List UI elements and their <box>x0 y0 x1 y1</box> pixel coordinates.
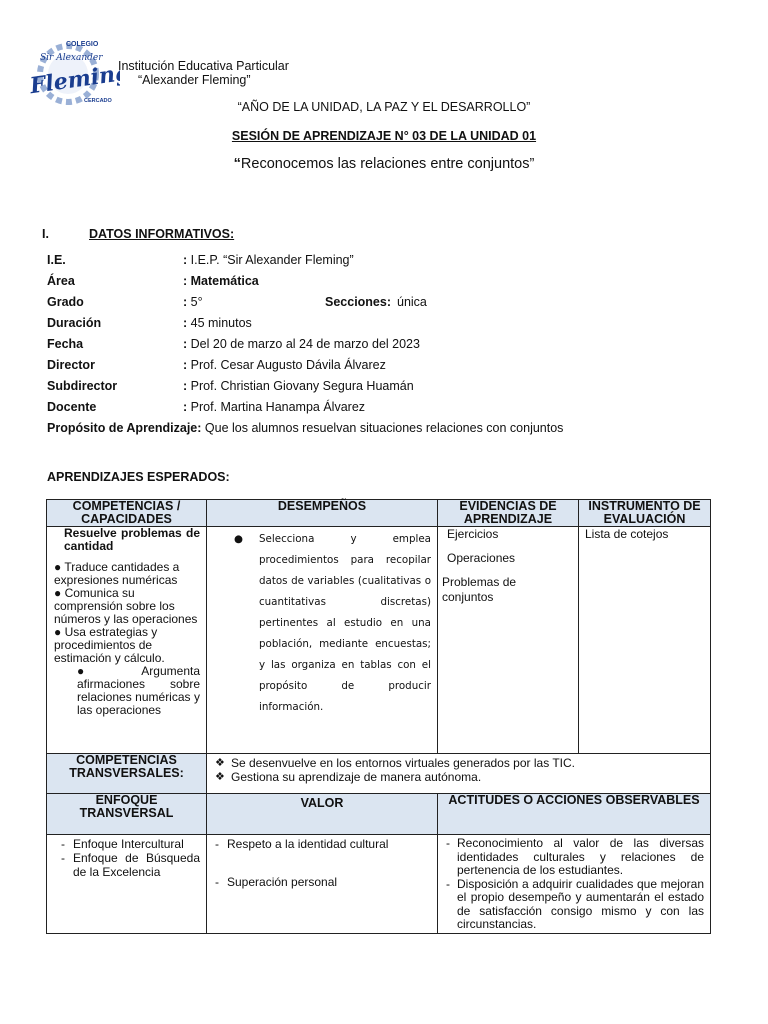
section-number: I. <box>42 227 49 241</box>
list-item: ● Usa estrategias y procedimientos de estimación y cálculo. <box>54 625 165 665</box>
table-header-row <box>47 500 711 527</box>
header-valor: VALOR <box>207 794 438 835</box>
desempeno-text: Selecciona y emplea procedimientos para recopilar datos de variables (cualitativas o cuantitativas discretas) pertinentes al estudio en una población, mediante encuestas; y las organiza en tablas con el propósito de producir información. <box>259 533 431 713</box>
bullet-icon: ● <box>54 625 62 639</box>
info-label: Fecha <box>47 337 84 351</box>
info-label: I.E. <box>47 253 66 267</box>
institution-line1: Institución Educativa Particular <box>118 59 289 73</box>
actitudes-cell <box>438 835 711 934</box>
secciones-label: Secciones: <box>325 295 392 309</box>
school-logo <box>28 38 120 106</box>
list-item: ❖ Se desenvuelve en los entornos virtuales generados por las TIC. <box>215 756 575 770</box>
list-item: - Superación personal <box>215 875 338 889</box>
section-title: DATOS INFORMATIVOS: <box>89 227 235 241</box>
instrumento-text: Lista de cotejos <box>585 527 669 541</box>
topic-open-quote: “ <box>233 156 241 172</box>
list-item: - Enfoque Intercultural <box>61 837 184 851</box>
evidencias-cell <box>438 527 579 754</box>
header-instrumento: INSTRUMENTO DE EVALUACIÓN <box>579 500 711 527</box>
list-item: - Disposición a adquirir cualidades que mejoran el propio desempeño y aumentarán el estado de satisfacción consigo mismo y con las circunstancias. <box>446 876 704 931</box>
svg-text:CERCADO: CERCADO <box>84 98 112 104</box>
transversal-label: COMPETENCIAS TRANSVERSALES: <box>47 754 207 794</box>
header-enfoque: ENFOQUE TRANSVERSAL <box>47 794 207 835</box>
info-label: Director <box>47 358 95 372</box>
info-value: : Matemática <box>183 274 259 288</box>
purpose-value: Que los alumnos resuelvan situaciones relaciones con conjuntos <box>201 421 564 435</box>
session-title: SESIÓN DE APRENDIZAJE N° 03 DE LA UNIDAD 01 <box>231 129 537 143</box>
info-label: Duración <box>47 316 102 330</box>
bullet-icon: ● <box>234 533 243 545</box>
list-item: - Respeto a la identidad cultural <box>215 837 389 851</box>
header-actitudes: ACTITUDES O ACCIONES OBSERVABLES <box>438 794 711 835</box>
info-label: Área <box>47 274 75 288</box>
header-evidencias: EVIDENCIAS DE APRENDIZAJE <box>438 500 579 527</box>
enfoques-cell <box>47 835 207 934</box>
evidencia-item: Problemas de conjuntos <box>442 575 517 604</box>
competencias-cell <box>47 527 207 754</box>
capacidades-list <box>54 561 200 717</box>
info-label: Subdirector <box>47 379 118 393</box>
desempenos-cell <box>207 527 438 754</box>
info-value: : Prof. Cesar Augusto Dávila Álvarez <box>183 358 386 372</box>
table-row <box>47 754 711 794</box>
session-topic <box>0 156 768 172</box>
transversales-cell <box>207 754 711 794</box>
instrumento-cell <box>579 527 711 754</box>
bullet-icon: ● <box>54 586 62 600</box>
secciones-value: única <box>397 295 427 309</box>
institution-line2: “Alexander Fleming” <box>138 73 251 87</box>
info-value: : Del 20 de marzo al 24 de marzo del 2023 <box>183 337 420 351</box>
info-value: : 45 minutos <box>183 316 252 330</box>
bullet-icon: ● <box>54 560 62 574</box>
year-motto: “AÑO DE LA UNIDAD, LA PAZ Y EL DESARROLLO” <box>237 100 531 114</box>
institution-name <box>118 59 289 87</box>
competencia-title: Resuelve problemas de cantidad <box>64 526 200 553</box>
list-item: ● Comunica su comprensión sobre los números y las operaciones <box>54 586 198 626</box>
evidencia-item: Ejercicios <box>447 527 499 541</box>
info-value: : 5° <box>183 295 203 309</box>
list-item: - Enfoque de Búsqueda de la Excelencia <box>61 851 200 879</box>
purpose-label: Propósito de Aprendizaje: <box>47 421 202 435</box>
list-item: - Reconocimiento al valor de las diversas identidades culturales y relaciones de pertenencia de los estudiantes. <box>446 836 704 877</box>
list-item: ●Argumenta afirmaciones sobre relaciones numéricas y las operaciones <box>77 664 200 717</box>
header-competencias: COMPETENCIAS / CAPACIDADES <box>47 500 207 527</box>
diamond-bullet-icon: ❖ <box>215 757 225 769</box>
valores-cell <box>207 835 438 934</box>
aprendizajes-title: APRENDIZAJES ESPERADOS: <box>47 470 230 484</box>
header-desempenos: DESEMPEÑOS <box>207 500 438 527</box>
table-row <box>47 835 711 934</box>
svg-text:Sir Alexander: Sir Alexander <box>40 53 103 63</box>
learning-table <box>46 499 711 934</box>
info-label: Grado <box>47 295 84 309</box>
list-item: ❖ Gestiona su aprendizaje de manera autónoma. <box>215 770 482 784</box>
svg-text:Fleming: Fleming <box>28 59 120 100</box>
evidencia-item: Operaciones <box>447 551 516 565</box>
info-value: : Prof. Martina Hanampa Álvarez <box>183 400 366 414</box>
diamond-bullet-icon: ❖ <box>215 771 225 783</box>
info-value: : Prof. Christian Giovany Segura Huamán <box>183 379 414 393</box>
table-row <box>47 527 711 754</box>
bullet-icon: ● <box>77 664 142 678</box>
logo-colegio-text: COLEGIO <box>66 41 99 48</box>
list-item: ● Traduce cantidades a expresiones numéricas <box>54 560 180 587</box>
info-value: : I.E.P. “Sir Alexander Fleming” <box>183 253 354 267</box>
enfoque-header-row <box>47 794 711 835</box>
learning-purpose <box>47 421 563 435</box>
info-label: Docente <box>47 400 97 414</box>
topic-text: Reconocemos las relaciones entre conjuntos” <box>240 156 535 172</box>
